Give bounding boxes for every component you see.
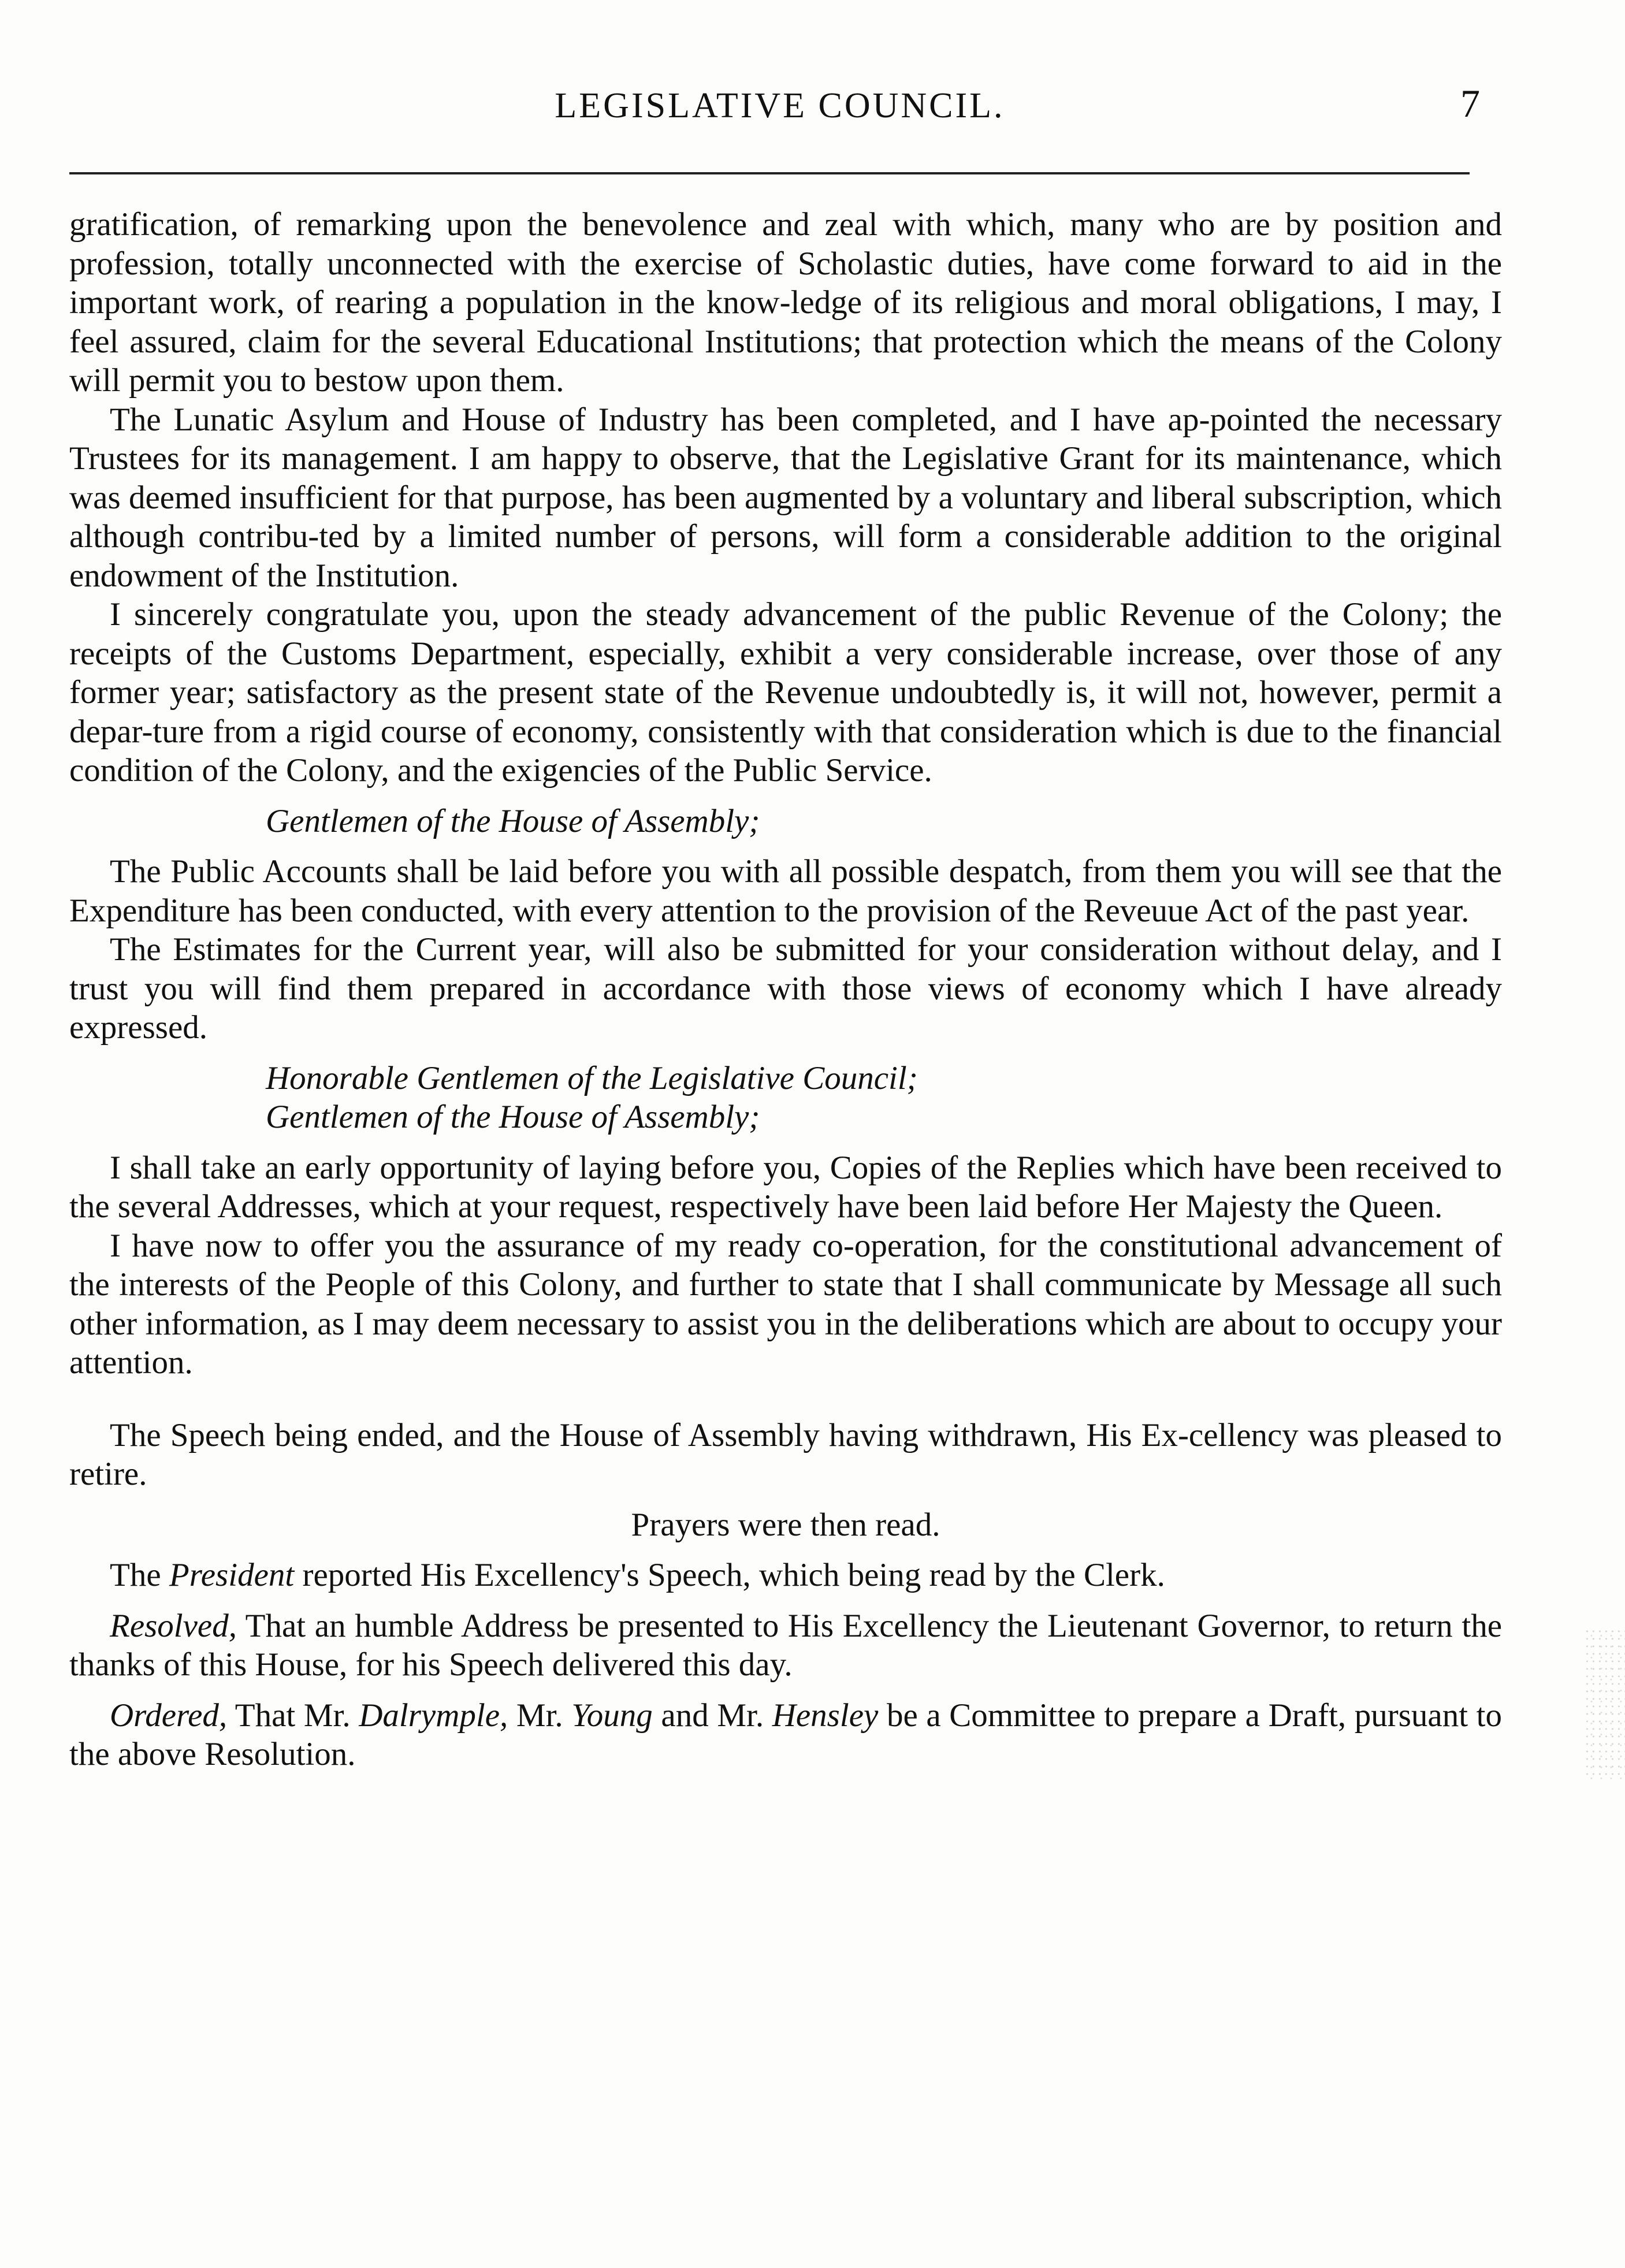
scan-speckle — [1585, 1629, 1625, 1779]
paragraph-lunatic-asylum: The Lunatic Asylum and House of Industry has been completed, and I have ap-pointed the necessary Trustees for its management. I am happy to observe, that the Legislative Grant for its maintenance, which was deemed insufficient for that purpose, has been augmented by a voluntary and liberal subscription, which although contribu-ted by a limited number of persons, will form a considerable addition to the original endowment of the Institution. — [69, 401, 1502, 594]
text-run: That an humble Address be presented to His Excellency the Lieutenant Governor, to return the thanks of this House, for his Speech delivered this day. — [69, 1607, 1502, 1683]
emphasis-resolved: Resolved, — [110, 1607, 237, 1644]
paragraph-revenue: I sincerely congratulate you, upon the steady advancement of the public Revenue of the Colony; the receipts of the Customs Department, especially, exhibit a very considerable increase, over those of any former year; satisfactory as the present state of the Revenue undoubtedly is, it will not, however, permit a depar-ture from a rigid course of economy, consistently with that consideration which is due to the financial condition of the Colony, and the exigencies of the Public Service. — [69, 596, 1502, 789]
paragraph-estimates: The Estimates for the Current year, will also be submitted for your consideration without delay, and I trust you will find them prepared in accordance with those views of economy which I have already expressed. — [69, 931, 1502, 1046]
document-body — [69, 205, 1502, 1774]
text-run: The — [110, 1557, 169, 1593]
paragraph-speech-ended: The Speech being ended, and the House of Assembly having withdrawn, His Ex-cellency was pleased to retire. — [69, 1416, 1502, 1492]
emphasis-young: Young — [571, 1697, 653, 1734]
paragraph-president-reported — [69, 1556, 1502, 1595]
text-run: and Mr. — [652, 1697, 772, 1734]
paragraph-ordered — [69, 1696, 1502, 1774]
paragraph-replies: I shall take an early opportunity of laying before you, Copies of the Replies which have been received to the several Addresses, which at your request, respectively have been laid before Her Majesty the Queen. — [69, 1149, 1502, 1225]
paragraph-public-accounts: The Public Accounts shall be laid before you with all possible despatch, from them you will see that the Expenditure has been conducted, with every attention to the provision of the Reveuue Act of the past year. — [69, 853, 1502, 929]
emphasis-ordered: Ordered, — [110, 1697, 228, 1734]
spacer — [69, 1047, 1502, 1059]
page-number: 7 — [1460, 81, 1480, 125]
paragraph-cooperation: I have now to offer you the assurance of my ready co-operation, for the constitutional advancement of the interests of the People of this Colony, and further to state that I shall communicate by Message all such other information, as I may deem necessary to assist you in the deliberations which are about to occupy your attention. — [69, 1227, 1502, 1381]
running-head: LEGISLATIVE COUNCIL. — [555, 86, 1005, 125]
text-run: That Mr. — [227, 1697, 359, 1734]
spacer — [69, 1382, 1502, 1416]
spacer — [69, 1137, 1502, 1148]
text-run: reported His Excellency's Speech, which being read by the Clerk. — [294, 1557, 1165, 1593]
spacer — [69, 790, 1502, 802]
salutation-assembly-2: Gentlemen of the House of Assembly; — [266, 1099, 760, 1135]
text-run: Mr. — [508, 1697, 572, 1734]
spacer — [69, 1595, 1502, 1607]
spacer — [69, 1494, 1502, 1505]
text-run: be a Committee to prepare a Draft, pursuant to the above Resolution. — [69, 1697, 1502, 1772]
header-rule — [69, 172, 1470, 174]
spacer — [69, 1685, 1502, 1696]
emphasis-president: President — [169, 1557, 295, 1593]
paragraph-prayers: Prayers were then read. — [631, 1506, 940, 1543]
page-header — [69, 81, 1490, 133]
salutation-council: Honorable Gentlemen of the Legislative Council; — [266, 1059, 918, 1096]
salutation-assembly: Gentlemen of the House of Assembly; — [266, 802, 760, 839]
spacer — [69, 841, 1502, 852]
emphasis-dalrymple: Dalrymple, — [359, 1697, 508, 1734]
paragraph-education: gratification, of remarking upon the benevolence and zeal with which, many who are by position and profession, totally unconnected with the exercise of Scholastic duties, have come forward to aid in the important work, of rearing a population in the know-ledge of its religious and moral obligations, I may, I feel assured, claim for the several Educational Institutions; that protection which the means of the Colony will permit you to bestow upon them. — [69, 206, 1502, 399]
paragraph-resolved — [69, 1607, 1502, 1685]
emphasis-hensley: Hensley — [772, 1697, 879, 1734]
spacer — [69, 1544, 1502, 1556]
